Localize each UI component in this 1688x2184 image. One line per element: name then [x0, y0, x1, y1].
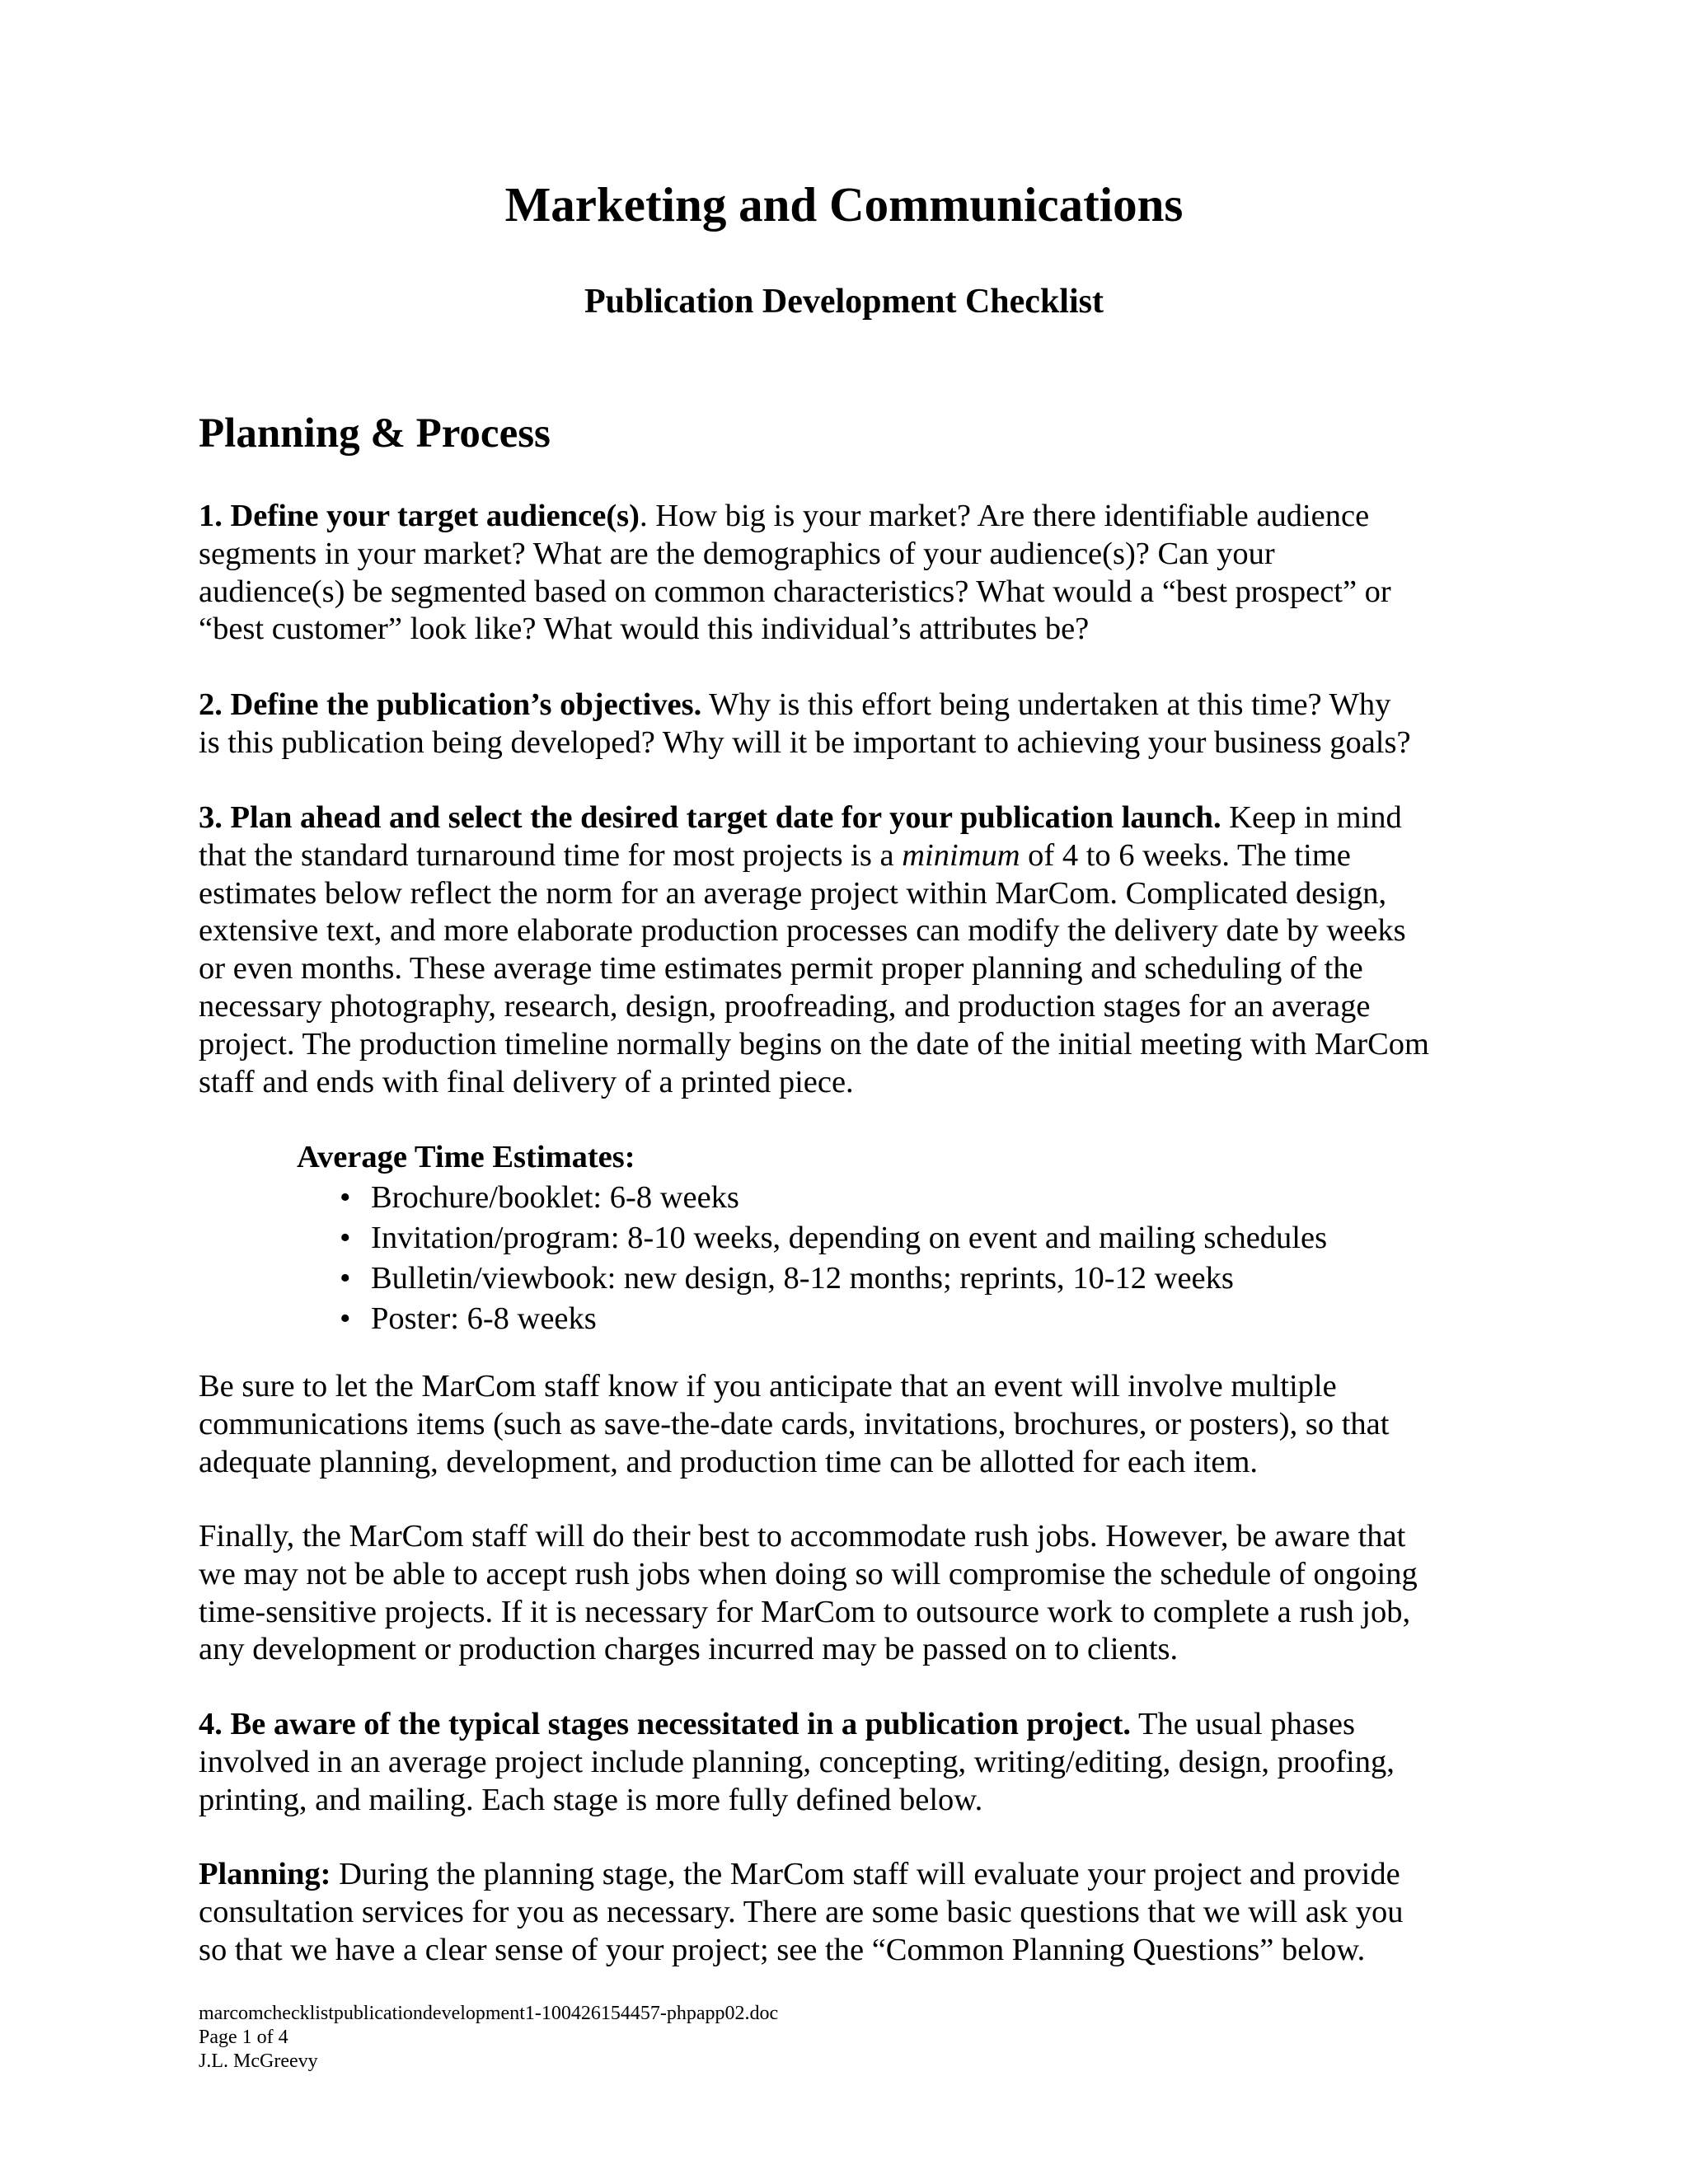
- bullet-icon: •: [340, 1261, 351, 1296]
- document-title: Marketing and Communications: [504, 177, 1184, 232]
- time-estimates-heading: Average Time Estimates:: [297, 1140, 635, 1174]
- bullet-icon: •: [340, 1301, 351, 1336]
- item-1-paragraph: 1. Define your target audience(s). How big is your market? Are there identifiable audience segments in your market? What are the demographics of your audience(s)? Can your audience(s) be segmented based on common characteristics? What would a “best prospect” or “best customer” look like? What would this individual’s attributes be?: [199, 499, 1391, 647]
- list-item: • Invitation/program: 8-10 weeks, depending on event and mailing schedules: [346, 1218, 1327, 1258]
- item-3-lead: 3. Plan ahead and select the desired target date for your publication launch.: [199, 800, 1221, 835]
- section-heading: Planning & Process: [199, 410, 551, 457]
- bullet-icon: •: [340, 1221, 351, 1255]
- document-subtitle: Publication Development Checklist: [584, 283, 1104, 321]
- footer-filename: marcomchecklistpublicationdevelopment1-100426154457-phpapp02.doc: [199, 2003, 779, 2024]
- item-3-paragraph: 3. Plan ahead and select the desired target date for your publication launch. Keep in mind that the standard turnaround time for most projects is a minimum of 4 to 6 weeks. The time estimates below reflect the norm for an average project within MarCom. Complicated design, extensive text, and more elaborate production processes can modify the delivery date by weeks or even months. These average time estimates permit proper planning and scheduling of the necessary photography, research, design, proofreading, and production stages for an average project. The production timeline normally begins on the date of the initial meeting with MarCom staff and ends with final delivery of a printed piece.: [199, 800, 1429, 1099]
- planning-lead: Planning:: [199, 1857, 331, 1891]
- item-4-paragraph: 4. Be aware of the typical stages necessitated in a publication project. The usual phases involved in an average project include planning, concepting, writing/editing, design, proofing, printing, and mailing. Each stage is more fully defined below.: [199, 1707, 1395, 1817]
- time-estimates-list: [297, 1178, 1327, 1339]
- item-2-lead: 2. Define the publication’s objectives.: [199, 687, 702, 722]
- time-estimates: [297, 1137, 1327, 1339]
- footer-page-number: Page 1 of 4: [199, 2027, 288, 2048]
- list-item: • Poster: 6-8 weeks: [346, 1299, 1327, 1339]
- list-item: • Bulletin/viewbook: new design, 8-12 months; reprints, 10-12 weeks: [346, 1258, 1327, 1299]
- item-4-lead: 4. Be aware of the typical stages necessitated in a publication project.: [199, 1707, 1132, 1741]
- page-footer: [199, 2002, 778, 2074]
- list-item: • Brochure/booklet: 6-8 weeks: [346, 1178, 1327, 1218]
- item-1-lead: 1. Define your target audience(s): [199, 499, 640, 533]
- footer-author: J.L. McGreevy: [199, 2050, 318, 2072]
- item-2-paragraph: 2. Define the publication’s objectives. Why is this effort being undertaken at this time? Why is this publication being developed? Why will it be important to achieving your business goals?: [199, 687, 1411, 760]
- planning-paragraph: Planning: During the planning stage, the MarCom staff will evaluate your project and provide consultation services for you as necessary. There are some basic questions that we will ask you so that we have a clear sense of your project; see the “Common Planning Questions” below.: [199, 1857, 1404, 1967]
- multiple-items-paragraph: Be sure to let the MarCom staff know if you anticipate that an event will involve multiple communications items (such as save-the-date cards, invitations, brochures, or posters), so that adequate planning, development, and production time can be allotted for each item.: [199, 1369, 1390, 1479]
- rush-jobs-paragraph: Finally, the MarCom staff will do their best to accommodate rush jobs. However, be aware that we may not be able to accept rush jobs when doing so will compromise the schedule of ongoing time-sensitive projects. If it is necessary for MarCom to outsource work to complete a rush job, any development or production charges incurred may be passed on to clients.: [199, 1519, 1418, 1667]
- bullet-icon: •: [340, 1180, 351, 1215]
